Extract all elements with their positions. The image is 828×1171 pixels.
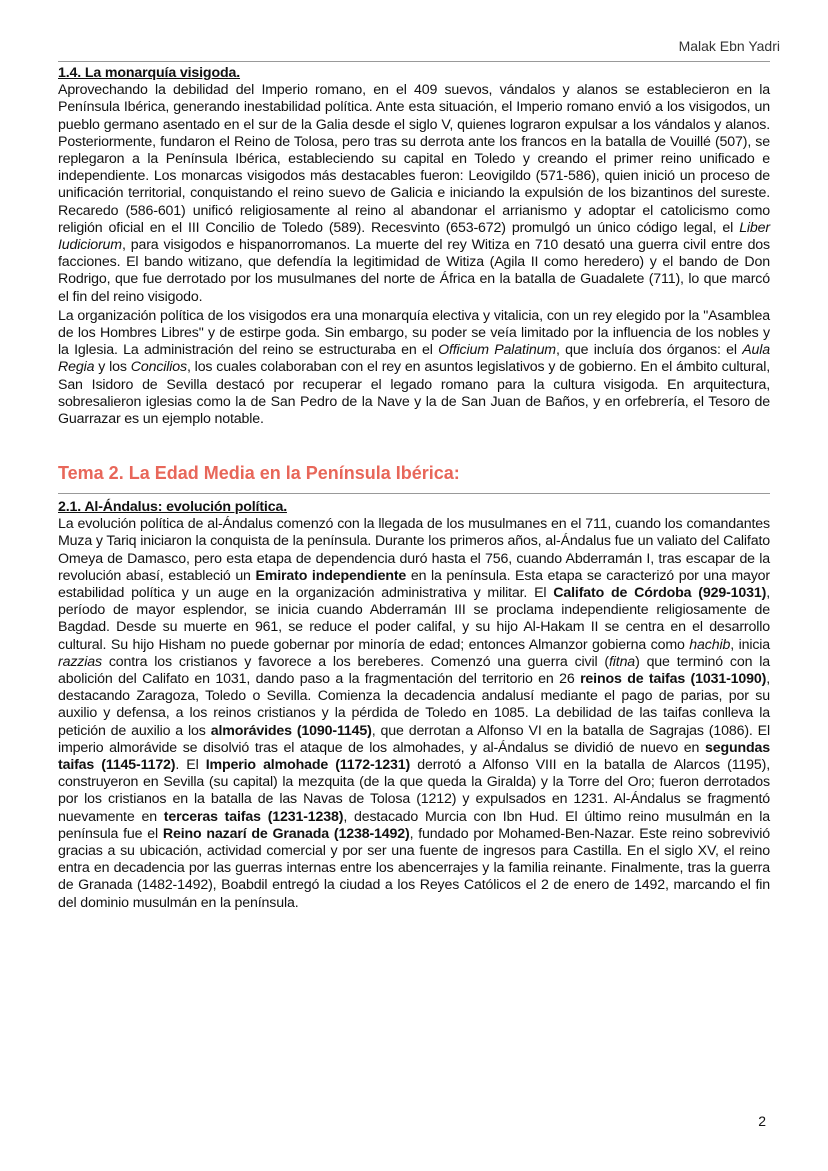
text-run: , destacando Zaragoza, Toledo o Sevilla. Comienza la decadencia andalusí mediante el pago de parias, por su auxilio y defensa, a los reinos cristianos y la pérdida de Toledo en 1085. La debilidad de las taifas conlleva la petición de auxilio a los (58, 671, 770, 739)
paragraph (58, 82, 770, 306)
section-1-4 (58, 65, 770, 430)
text-run: , los cuales colaboraban con el rey en asuntos legislativos y de gobierno. En el ámbito cultural, San Isidoro de Sevilla destacó por recuperar el legado romano para la cultura visigoda. En arquitectura, sobresalieron iglesias como la de San Pedro de la Nave y la de San Juan de Baños, y en orfebrería, el Tesoro de Guarrazar es un ejemplo notable. (58, 359, 770, 428)
bold-text: Imperio almohade (1172-1231) (205, 757, 411, 774)
bold-text: Emirato independiente (255, 567, 407, 584)
italic-text: Concilios (130, 359, 187, 376)
text-run: . El (175, 757, 206, 774)
italic-text: razzias (58, 653, 102, 670)
page-number: 2 (758, 1113, 766, 1129)
bold-text: terceras taifas (1231-1238) (163, 808, 344, 825)
text-run: y los (94, 359, 131, 376)
section-heading: 1.4. La monarquía visigoda. (58, 65, 241, 81)
text-run: derrotó a Alfonso VIII en la batalla de Alarcos (1195), construyeron en Sevilla (su capital) la mezquita (de la que queda la Giralda) y la Torre del Oro; fueron derrotados por los cristianos en la batalla de las Navas de Tolosa (1212) y expulsados en 1231. Al-Ándalus se fragmentó nuevamente en (58, 757, 770, 825)
text-run: contra los cristianos y favorece a los bereberes. Comenzó una guerra civil ( (101, 653, 609, 670)
bold-text: almorávides (1090-1145) (210, 722, 372, 739)
bold-text: Califato de Córdoba (929-1031) (553, 585, 767, 602)
italic-text: Aula Regia (58, 342, 771, 376)
text-run: , destacado Murcia con Ibn Hud. El último reino musulmán en la península fue el (58, 808, 770, 842)
header-rule (58, 61, 770, 62)
italic-text: hachib (689, 636, 731, 653)
text-run: La evolución política de al-Ándalus comenzó con la llegada de los musulmanes en el 711, cuando los comandantes Muza y Tariq iniciaron la conquista de la península. Durante los primeros años, al-Ándalus fue un valiato del Califato Omeya de Damasco, pero esta etapa de dependencia duró hasta el 756, cuando Abderramán I, tras escapar de la revolución abasí, estableció un (58, 516, 770, 584)
bold-text: Reino nazarí de Granada (1238-1492) (162, 825, 410, 842)
section-2-1 (58, 499, 770, 914)
text-run: , que derrotan a Alfonso VI en la batalla de Sagrajas (1086). El imperio almorávide se disolvió tras el ataque de los almohades, y al-Ándalus se dividió de nuevo en (58, 722, 770, 756)
author-name: Malak Ebn Yadri (678, 38, 780, 54)
section-body (58, 82, 770, 428)
paragraph (58, 516, 770, 912)
text-run: La organización política de los visigodos era una monarquía electiva y vitalicia, con un rey elegido por la "Asamblea de los Hombres Libres" y de estirpe goda. Sin embargo, su poder se veía limitado por la influencia de los nobles y la Iglesia. La administración del reino se estructuraba en el (58, 307, 770, 359)
chapter-rule (58, 493, 770, 494)
paragraph (58, 308, 770, 428)
section-body (58, 516, 770, 912)
italic-text: Officium Palatinum (438, 342, 556, 359)
chapter-title: Tema 2. La Edad Media en la Península Ibérica: (58, 463, 460, 483)
section-heading: 2.1. Al-Ándalus: evolución política. (58, 499, 287, 515)
text-run: , que incluía dos órganos: el (555, 342, 743, 359)
text-run: , período de mayor esplendor, se inicia cuando Abderramán III se proclama independiente religiosamente de Bagdad. Desde su muerte en 961, se reduce el poder califal, y su hijo Al-Hakam II se centra en el desarrollo cultural. Su hijo Hisham no puede gobernar por minoría de edad; entonces Almanzor gobierna como (58, 585, 770, 653)
text-run: , inicia (730, 636, 771, 653)
bold-text: reinos de taifas (1031-1090) (580, 671, 767, 688)
text-run: , fundado por Mohamed-Ben-Nazar. Este reino sobrevivió gracias a su ubicación, actividad comercial y por ser una fuente de ingresos para Castilla. En el siglo XV, el reino entra en decadencia por las guerras internas entre los abencerrajes y la familia reinante. Finalmente, tras la guerra de Granada (1482-1492), Boabdil entregó la ciudad a los Reyes Católicos el 2 de enero de 1492, marcando el fin del dominio musulmán en la península. (58, 825, 771, 911)
italic-text: fitna (608, 653, 636, 670)
italic-text: Liber Iudiciorum (58, 219, 770, 254)
text-run: en la península. Esta etapa se caracterizó por una mayor estabilidad política y un auge en la organización administrativa y militar. El (58, 567, 770, 602)
text-run: ) que terminó con la abolición del Califato en 1031, dando paso a la fragmentación del territorio en 26 (58, 653, 770, 688)
bold-text: segundas taifas (1145-1172) (58, 739, 770, 774)
text-run: Aprovechando la debilidad del Imperio romano, en el 409 suevos, vándalos y alanos se establecieron en la Península Ibérica, generando inestabilidad política. Ante esta situación, el Imperio romano envió a los visigodos, un pueblo germano asentado en el sur de la Galia desde el siglo V, quienes lograron expulsar a los vándalos y alanos. Posteriormente, fundaron el Reino de Tolosa, pero tras su derrota ante los francos en la batalla de Vouillé (507), se replegaron a la Península Ibérica, estableciendo su capital en Toledo y creando el primer reino unificado e independiente. Los monarcas visigodos más destacables fueron: Leovigildo (571-586), quien inició un proceso de unificación territorial, conquistando el reino suevo de Galicia e iniciando la expulsión de los bizantinos del sureste. Recaredo (586-601) unificó religiosamente al reino al abandonar el arrianismo y adoptar el catolicismo como religión oficial en el III Concilio de Toledo (589). Recesvinto (653-672) promulgó un único código legal, el (58, 82, 770, 236)
text-run: , para visigodos e hispanorromanos. La muerte del rey Witiza en 710 desató una guerra civil entre dos facciones. El bando witizano, que defendía la legitimidad de Witiza (Agila II como heredero) y el bando de Don Rodrigo, que fue derrotado por los musulmanes del norte de África en la batalla de Guadalete (711), lo que marcó el fin del reino visigodo. (58, 237, 770, 305)
